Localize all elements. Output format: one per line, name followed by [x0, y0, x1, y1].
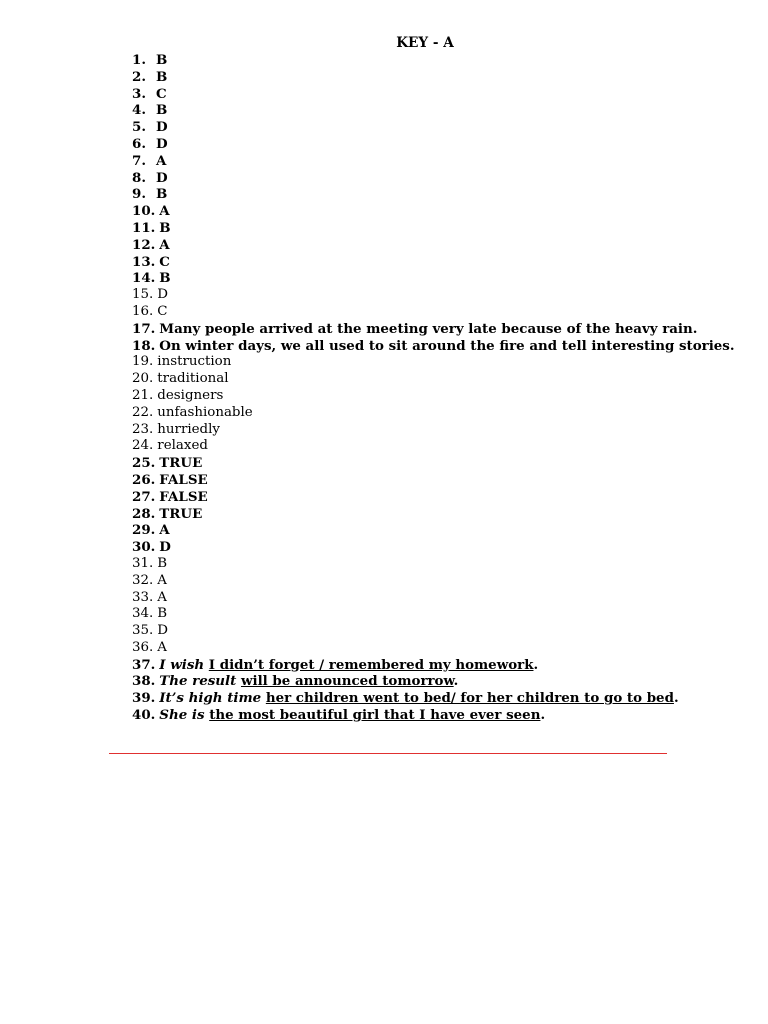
- answer-item: [132, 270, 735, 287]
- answer-item: [132, 371, 735, 388]
- answer-item: [132, 623, 735, 640]
- answer-item: [132, 657, 735, 674]
- answer-number: 37.: [132, 656, 156, 673]
- answer-tail: .: [673, 690, 679, 707]
- answer-tail: .: [533, 656, 539, 673]
- answer-tail: .: [540, 707, 546, 724]
- answer-item: [132, 590, 735, 607]
- answer-number: 6.: [132, 135, 146, 152]
- answer-text: traditional: [157, 371, 229, 387]
- answer-text: D: [159, 539, 171, 556]
- answer-text: TRUE: [159, 505, 203, 522]
- answer-number: 33.: [132, 589, 154, 605]
- answer-number: 3.: [132, 85, 146, 102]
- answer-text: B: [157, 555, 168, 571]
- answer-item: [132, 690, 735, 707]
- answer-text: B: [156, 68, 168, 85]
- answer-number: 30.: [132, 539, 156, 556]
- answer-text: C: [159, 253, 170, 270]
- answer-number: 16.: [132, 303, 154, 319]
- answer-text: A: [157, 639, 167, 655]
- answer-number: 11.: [132, 219, 156, 236]
- answer-item: [132, 304, 735, 321]
- answer-number: 35.: [132, 623, 154, 639]
- answer-number: 15.: [132, 287, 154, 303]
- answer-item: [132, 422, 735, 439]
- answer-item: [132, 640, 735, 657]
- answer-text: B: [159, 219, 171, 236]
- answer-text: A: [159, 522, 170, 539]
- answer-item: [132, 506, 735, 523]
- answer-number: 18.: [132, 337, 156, 354]
- answer-number: 32.: [132, 572, 154, 588]
- answer-number: 5.: [132, 119, 146, 136]
- answer-underlined: I didn’t forget / remembered my homework: [208, 656, 534, 673]
- answer-number: 28.: [132, 505, 156, 522]
- answer-number: 12.: [132, 236, 156, 253]
- answer-number: 20.: [132, 371, 154, 387]
- answer-item: [132, 321, 735, 338]
- answer-item: [132, 673, 735, 690]
- answer-text: B: [159, 270, 171, 287]
- answer-list: [132, 52, 735, 724]
- answer-number: 4.: [132, 102, 146, 119]
- answer-number: 8.: [132, 169, 146, 186]
- answer-item: [132, 405, 735, 422]
- answer-item: [132, 707, 735, 724]
- answer-text: D: [156, 169, 168, 186]
- answer-item: [132, 220, 735, 237]
- answer-item: [132, 354, 735, 371]
- divider-line: [109, 753, 667, 754]
- answer-item: [132, 186, 735, 203]
- answer-item: [132, 556, 735, 573]
- answer-number: 26.: [132, 471, 156, 488]
- answer-text: D: [157, 623, 169, 639]
- answer-item: [132, 438, 735, 455]
- answer-number: 7.: [132, 152, 146, 169]
- answer-item: [132, 69, 735, 86]
- answer-underlined: the most beautiful girl that I have ever seen: [209, 707, 541, 724]
- answer-number: 17.: [132, 320, 156, 337]
- answer-item: [132, 606, 735, 623]
- answer-number: 9.: [132, 186, 146, 203]
- answer-text: C: [157, 303, 168, 319]
- answer-text: A: [159, 236, 170, 253]
- answer-item: [132, 203, 735, 220]
- answer-item: [132, 522, 735, 539]
- answer-text: A: [157, 572, 167, 588]
- answer-text: On winter days, we all used to sit around the fire and tell interesting stories.: [159, 337, 735, 354]
- answer-number: 2.: [132, 68, 146, 85]
- answer-item: [132, 136, 735, 153]
- answer-text: unfashionable: [157, 404, 253, 420]
- answer-number: 36.: [132, 639, 154, 655]
- answer-text: relaxed: [157, 438, 208, 454]
- answer-text: A: [156, 152, 167, 169]
- answer-item: [132, 573, 735, 590]
- answer-text: FALSE: [159, 471, 208, 488]
- answer-item: [132, 338, 735, 355]
- answer-text: Many people arrived at the meeting very late because of the heavy rain.: [159, 320, 698, 337]
- answer-item: [132, 455, 735, 472]
- answer-item: [132, 388, 735, 405]
- answer-text: designers: [157, 387, 224, 403]
- answer-text: A: [159, 203, 170, 220]
- answer-item: [132, 539, 735, 556]
- answer-number: 24.: [132, 438, 154, 454]
- answer-item: [132, 254, 735, 271]
- answer-item: [132, 472, 735, 489]
- answer-item: [132, 170, 735, 187]
- answer-number: 14.: [132, 270, 156, 287]
- answer-text: B: [156, 102, 168, 119]
- answer-number: 1.: [132, 52, 146, 68]
- answer-number: 19.: [132, 354, 154, 370]
- answer-number: 34.: [132, 606, 154, 622]
- answer-number: 40.: [132, 707, 156, 724]
- answer-lead: I wish: [159, 656, 205, 673]
- answer-number: 13.: [132, 253, 156, 270]
- answer-text: D: [157, 287, 169, 303]
- answer-item: [132, 287, 735, 304]
- answer-lead: The result: [159, 673, 237, 690]
- answer-text: instruction: [157, 354, 232, 370]
- answer-item: [132, 86, 735, 103]
- answer-number: 31.: [132, 555, 154, 571]
- answer-item: [132, 237, 735, 254]
- answer-text: A: [157, 589, 167, 605]
- answer-text: D: [156, 135, 168, 152]
- page-title: KEY - A: [396, 35, 454, 51]
- answer-item: [132, 52, 735, 69]
- answer-tail: .: [453, 673, 459, 690]
- answer-number: 22.: [132, 404, 154, 420]
- answer-lead: It’s high time: [159, 690, 262, 707]
- answer-underlined: her children went to bed/ for her children to go to bed: [265, 690, 674, 707]
- answer-item: [132, 153, 735, 170]
- answer-number: 10.: [132, 203, 156, 220]
- answer-text: TRUE: [159, 455, 203, 472]
- answer-text: B: [156, 52, 168, 68]
- answer-number: 39.: [132, 690, 156, 707]
- answer-underlined: will be announced tomorrow: [240, 673, 454, 690]
- answer-number: 23.: [132, 421, 154, 437]
- answer-number: 21.: [132, 387, 154, 403]
- answer-text: B: [157, 606, 168, 622]
- answer-number: 25.: [132, 455, 156, 472]
- answer-item: [132, 489, 735, 506]
- answer-text: B: [156, 186, 168, 203]
- answer-text: FALSE: [159, 488, 208, 505]
- answer-item: [132, 119, 735, 136]
- answer-text: D: [156, 119, 168, 136]
- answer-lead: She is: [159, 707, 205, 724]
- answer-number: 29.: [132, 522, 156, 539]
- answer-number: 27.: [132, 488, 156, 505]
- answer-text: hurriedly: [157, 421, 220, 437]
- answer-text: C: [156, 85, 167, 102]
- answer-item: [132, 102, 735, 119]
- answer-number: 38.: [132, 673, 156, 690]
